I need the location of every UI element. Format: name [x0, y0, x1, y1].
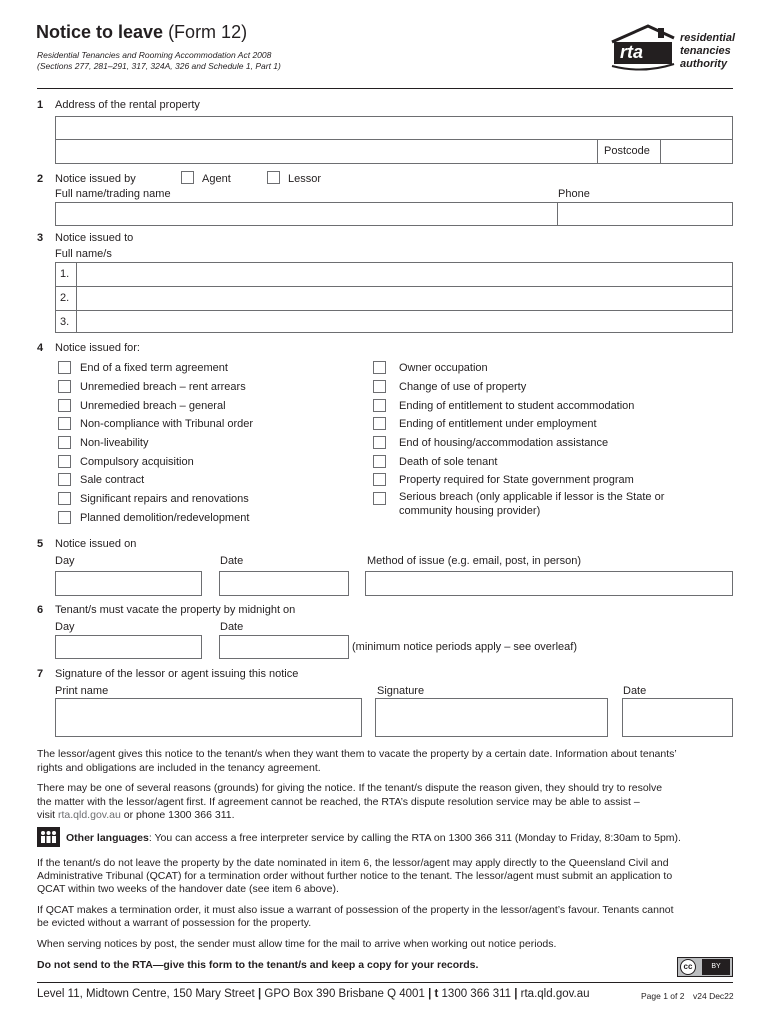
footer-address: Level 11, Midtown Centre, 150 Mary Street [37, 988, 255, 1000]
issued-date-field[interactable] [219, 571, 349, 596]
postcode-field[interactable] [660, 139, 733, 164]
reason-checkbox[interactable] [58, 492, 71, 505]
other-languages-heading: Other languages [66, 832, 149, 844]
section-6-number: 6 [37, 604, 44, 616]
info-paragraph-2-line2: the matter with the lessor/agent first. If agreement cannot be reached, the RTA’s dispute resolution service may be able to assist – [37, 796, 640, 808]
section-3-number: 3 [37, 232, 44, 244]
reason-label: Ending of entitlement under employment [399, 418, 597, 430]
info-paragraph-4-line1: If QCAT makes a termination order, it must also issue a warrant of possession of the property in the lessor/agent’s favour. Tenants cannot [37, 904, 674, 916]
reason-label: Unremedied breach – general [80, 400, 226, 412]
tenant-name-1-field[interactable] [77, 263, 732, 286]
reason-label: Change of use of property [399, 381, 527, 393]
info-paragraph-2-line1: There may be one of several reasons (grounds) for giving the notice. If the tenant/s dispute the reason given, they should try to resolve [37, 782, 663, 794]
issued-day-field[interactable] [55, 571, 202, 596]
reason-label: Unremedied breach – rent arrears [80, 381, 246, 393]
info-paragraph-5: When serving notices by post, the sender must allow time for the mail to arrive when working out notice periods. [37, 938, 557, 950]
cc-icon-text: cc [683, 962, 693, 971]
section-7-title: Signature of the lessor or agent issuing this notice [55, 668, 299, 680]
issuer-fullname-field[interactable] [55, 202, 558, 226]
reason-checkbox[interactable] [58, 399, 71, 412]
section-7-number: 7 [37, 668, 44, 680]
tenant-row-3-number: 3. [60, 316, 70, 328]
signature-label: Signature [377, 685, 425, 697]
reason-checkbox[interactable] [58, 380, 71, 393]
notice-period-note: (minimum notice periods apply – see overleaf) [352, 641, 577, 653]
vacate-day-field[interactable] [55, 635, 202, 659]
reason-checkbox[interactable] [373, 436, 386, 449]
footer-separator: | [428, 988, 432, 1000]
interpreter-icon [37, 827, 60, 847]
section-4-number: 4 [37, 342, 44, 354]
reason-checkbox[interactable] [373, 361, 386, 374]
other-languages-body: : You can access a free interpreter service by calling the RTA on 1300 366 311 (Monday to Friday, 8:30am to 5pm). [148, 832, 681, 844]
reason-checkbox[interactable] [373, 492, 386, 505]
logo-text-line2: tenancies [680, 45, 731, 57]
reason-label: Planned demolition/redevelopment [80, 512, 250, 524]
reason-checkbox[interactable] [58, 511, 71, 524]
vacate-date-label: Date [220, 621, 244, 633]
reason-checkbox[interactable] [58, 455, 71, 468]
visit-prefix: visit [37, 809, 58, 821]
act-subtitle: Residential Tenancies and Rooming Accommodation Act 2008 [37, 50, 272, 60]
issued-day-label: Day [55, 555, 75, 567]
info-paragraph-1-line1: The lessor/agent gives this notice to the tenant/s when they want them to vacate the property by a certain date. Information about tenants’ [37, 748, 677, 760]
page-title [36, 22, 247, 43]
section-1-number: 1 [37, 99, 44, 111]
reason-label: Ending of entitlement to student accommodation [399, 400, 635, 412]
section-4-title: Notice issued for: [55, 342, 140, 354]
footer-phone-label: t [434, 988, 439, 1000]
lessor-checkbox[interactable] [267, 171, 280, 184]
reason-label: Death of sole tenant [399, 456, 498, 468]
title-bold: Notice to leave [36, 22, 164, 42]
lessor-label: Lessor [288, 173, 322, 185]
footer-website[interactable]: rta.qld.gov.au [520, 988, 590, 1000]
method-of-issue-field[interactable] [365, 571, 733, 596]
issuer-phone-field[interactable] [557, 202, 733, 226]
reason-checkbox[interactable] [373, 473, 386, 486]
reason-checkbox[interactable] [373, 417, 386, 430]
signature-date-label: Date [623, 685, 647, 697]
header-divider [37, 88, 733, 89]
phone-suffix: or phone 1300 366 311. [120, 809, 235, 821]
info-paragraph-4-line2: be evicted without a warrant of possession for the property. [37, 917, 312, 929]
tenant-name-3-field[interactable] [77, 311, 732, 333]
vacate-day-label: Day [55, 621, 75, 633]
reason-label: End of a fixed term agreement [80, 362, 228, 374]
issued-date-label: Date [220, 555, 244, 567]
form-version: v24 Dec22 [693, 991, 734, 1001]
postcode-label: Postcode [604, 145, 650, 157]
reason-checkbox[interactable] [373, 380, 386, 393]
tenant-fullnames-label: Full name/s [55, 248, 112, 260]
cc-by-license-badge [677, 957, 733, 977]
reason-checkbox[interactable] [373, 455, 386, 468]
print-name-field[interactable] [55, 698, 362, 737]
title-form-number: (Form 12) [168, 22, 248, 42]
signature-field[interactable] [375, 698, 608, 737]
reason-label-continued: community housing provider) [399, 505, 541, 517]
info-paragraph-3-line3: QCAT within two weeks of the handover date (see item 6 above). [37, 883, 339, 895]
section-5-number: 5 [37, 538, 44, 550]
cc-icon [680, 959, 696, 975]
by-icon [702, 959, 730, 975]
signature-date-field[interactable] [622, 698, 733, 737]
tenant-row-1-number: 1. [60, 268, 70, 280]
reason-label: Serious breach (only applicable if lessor is the State or [399, 491, 665, 503]
tenant-name-2-field[interactable] [77, 287, 732, 310]
by-icon-text: BY [711, 963, 721, 970]
info-paragraph-3-line1: If the tenant/s do not leave the property by the date nominated in item 6, the lessor/agent may apply directly to the Queensland Civil and [37, 857, 669, 869]
info-paragraph-1-line2: rights and obligations are included in the tenancy agreement. [37, 762, 321, 774]
vacate-date-field[interactable] [219, 635, 349, 659]
footer-phone: 1300 366 311 [441, 988, 512, 1000]
reason-checkbox[interactable] [58, 417, 71, 430]
footer-postal-address: GPO Box 390 Brisbane Q 4001 [264, 988, 425, 1000]
reason-checkbox[interactable] [58, 473, 71, 486]
reason-label: Property required for State government program [399, 474, 634, 486]
tenant-row-2-number: 2. [60, 292, 70, 304]
other-languages-text [66, 831, 766, 845]
warning-text: Do not send to the RTA—give this form to the tenant/s and keep a copy for your records. [37, 959, 479, 971]
reason-label: Significant repairs and renovations [80, 493, 249, 505]
reason-label: Sale contract [80, 474, 145, 486]
address-divider [55, 139, 597, 140]
section-2-title: Notice issued by [55, 173, 136, 185]
issuer-fullname-label: Full name/trading name [55, 188, 171, 200]
logo-rta-text: rta [620, 42, 644, 62]
section-5-title: Notice issued on [55, 538, 137, 550]
reason-label: Owner occupation [399, 362, 488, 374]
logo-text-line1: residential [680, 32, 736, 44]
reason-label: Compulsory acquisition [80, 456, 194, 468]
rta-website-link[interactable]: rta.qld.gov.au [58, 809, 121, 821]
rta-logo [608, 22, 738, 72]
method-of-issue-label: Method of issue (e.g. email, post, in person) [367, 555, 581, 567]
section-3-title: Notice issued to [55, 232, 134, 244]
print-name-label: Print name [55, 685, 109, 697]
info-paragraph-2-line3 [37, 808, 737, 822]
reason-label: Non-liveability [80, 437, 149, 449]
section-2-number: 2 [37, 173, 44, 185]
section-1-title: Address of the rental property [55, 99, 200, 111]
sections-subtitle: (Sections 277, 281–291, 317, 324A, 326 and Schedule 1, Part 1) [37, 61, 281, 71]
reason-label: End of housing/accommodation assistance [399, 437, 609, 449]
agent-label: Agent [202, 173, 231, 185]
footer-divider [37, 982, 733, 983]
reason-checkbox[interactable] [58, 436, 71, 449]
issuer-phone-label: Phone [558, 188, 590, 200]
logo-text-line3: authority [680, 58, 728, 70]
page-number: Page 1 of 2 [641, 991, 685, 1001]
reason-checkbox[interactable] [58, 361, 71, 374]
reason-checkbox[interactable] [373, 399, 386, 412]
reason-label: Non-compliance with Tribunal order [80, 418, 254, 430]
footer-separator: | [257, 988, 262, 1000]
section-6-title: Tenant/s must vacate the property by midnight on [55, 604, 296, 616]
agent-checkbox[interactable] [181, 171, 194, 184]
info-paragraph-3-line2: Administrative Tribunal (QCAT) for a termination order without further notice to the tenant. The lessor/agent must submit an application to [37, 870, 673, 882]
footer-contact [37, 988, 590, 1000]
footer-separator: | [514, 988, 518, 1000]
